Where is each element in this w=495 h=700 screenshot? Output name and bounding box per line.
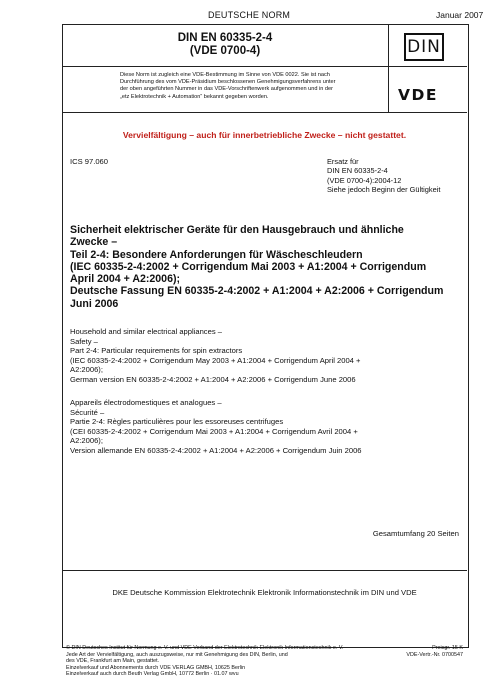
din-logo-text: DIN (407, 37, 441, 57)
footer-line: Einzelverkauf auch durch Beuth Verlag GmbH, 10772 Berlin · 01.07 wvu (66, 671, 239, 678)
norm-label: DEUTSCHE NORM (208, 10, 291, 20)
notice-line: Durchführung des vom VDE-Präsidium beschlossenen Genehmigungsverfahrens unter (120, 79, 336, 86)
din-logo (404, 33, 444, 61)
title-de-line: Teil 2-4: Besondere Anforderungen für Wäscheschleudern (70, 248, 363, 261)
notice-line: „etz Elektrotechnik + Automation“ bekannt gegeben worden. (120, 93, 269, 100)
price-group: Preisgr. 15 K (432, 645, 463, 651)
total-pages: Gesamtumfang 20 Seiten (372, 529, 459, 538)
title-de-line: Deutsche Fassung EN 60335-2-4:2002 + A1:2004 + A2:2006 + Corrigendum (70, 285, 444, 298)
title-english (70, 327, 460, 385)
footer-line: des VDE, Frankfurt am Main, gestattet. (66, 658, 160, 665)
title-fr-line: Appareils électrodomestiques et analogues – (70, 398, 222, 407)
reproduction-notice: Vervielfältigung – auch für innerbetriebliche Zwecke – nicht gestattet. (122, 130, 407, 140)
title-en-line: Safety – (70, 336, 98, 346)
footer-line: Einzelverkauf und Abonnements durch VDE VERLAG GMBH, 10625 Berlin (66, 664, 246, 671)
title-en-line: A2:2006); (70, 365, 103, 375)
title-fr-line: A2:2006); (70, 436, 103, 446)
title-german (70, 224, 450, 310)
title-en-line: Part 2-4: Particular requirements for spin extractors (70, 346, 243, 356)
replacement-info (327, 157, 440, 194)
notice-line: der oben angeführten Nummer in das VDE-Vorschriftenwerk aufgenommen und in der (120, 86, 333, 93)
replacement-line: Ersatz für (327, 157, 359, 166)
vde-logo: VDE (398, 86, 438, 104)
title-fr-line: Sécurité – (70, 407, 105, 417)
title-fr-line: (CEI 60335-2-4:2002 + Corrigendum Mai 2003 + A1:2004 + Corrigendum Avril 2004 + (70, 426, 358, 436)
ics-code: ICS 97.060 (70, 157, 108, 166)
copyright-footer (66, 645, 376, 678)
price-footer (406, 645, 463, 658)
replacement-line: (VDE 0700-4):2004-12 (327, 175, 402, 185)
footer-line: Jede Art der Vervielfältigung, auch auszugsweise, nur mit Genehmigung des DIN, Berlin, und (66, 651, 288, 658)
title-en-line: (IEC 60335-2-4:2002 + Corrigendum May 2003 + A1:2004 + Corrigendum April 2004 + (70, 355, 361, 365)
divider (62, 112, 467, 113)
title-de-line: Sicherheit elektrischer Geräte für den Hausgebrauch und ähnliche (70, 224, 404, 236)
title-en-line: German version EN 60335-2-4:2002 + A1:2004 + A2:2006 + Corrigendum June 2006 (70, 374, 356, 384)
title-en-line: Household and similar electrical appliances – (70, 327, 222, 336)
title-fr-line: Version allemande EN 60335-2-4:2002 + A1:2004 + A2:2006 + Corrigendum Juin 2006 (70, 445, 362, 455)
title-de-line: Zwecke – (70, 236, 118, 249)
title-de-line: Juni 2006 (70, 297, 119, 310)
footer-line: © DIN Deutsches Institut für Normung e. V. und VDE Verband der Elektrotechnik Elektronik Informationstechnik e. V. (66, 645, 344, 651)
vde-number: (VDE 0700-4) (189, 45, 261, 57)
divider (62, 570, 467, 571)
notice-line: Diese Norm ist zugleich eine VDE-Bestimmung im Sinne von VDE 0022. Sie ist nach (120, 72, 330, 78)
replacement-line: DIN EN 60335-2-4 (327, 166, 388, 176)
title-de-line: (IEC 60335-2-4:2002 + Corrigendum Mai 2003 + A1:2004 + Corrigendum (70, 260, 427, 273)
document-number: DIN EN 60335-2-4 (177, 32, 273, 44)
title-fr-line: Partie 2-4: Règles particulières pour les essoreuses centrifuges (70, 417, 284, 427)
title-french (70, 398, 460, 456)
vde-sales-number: VDE-Vertr.-Nr. 0700547 (406, 651, 463, 658)
issue-date: Januar 2007 (436, 10, 484, 20)
dke-line: DKE Deutsche Kommission Elektrotechnik Elektronik Informationstechnik im DIN und VDE (112, 588, 417, 597)
title-de-line: April 2004 + A2:2006); (70, 273, 181, 286)
title-box (62, 24, 389, 66)
vde-notice (120, 72, 378, 101)
replacement-line: Siehe jedoch Beginn der Gültigkeit (327, 184, 441, 194)
